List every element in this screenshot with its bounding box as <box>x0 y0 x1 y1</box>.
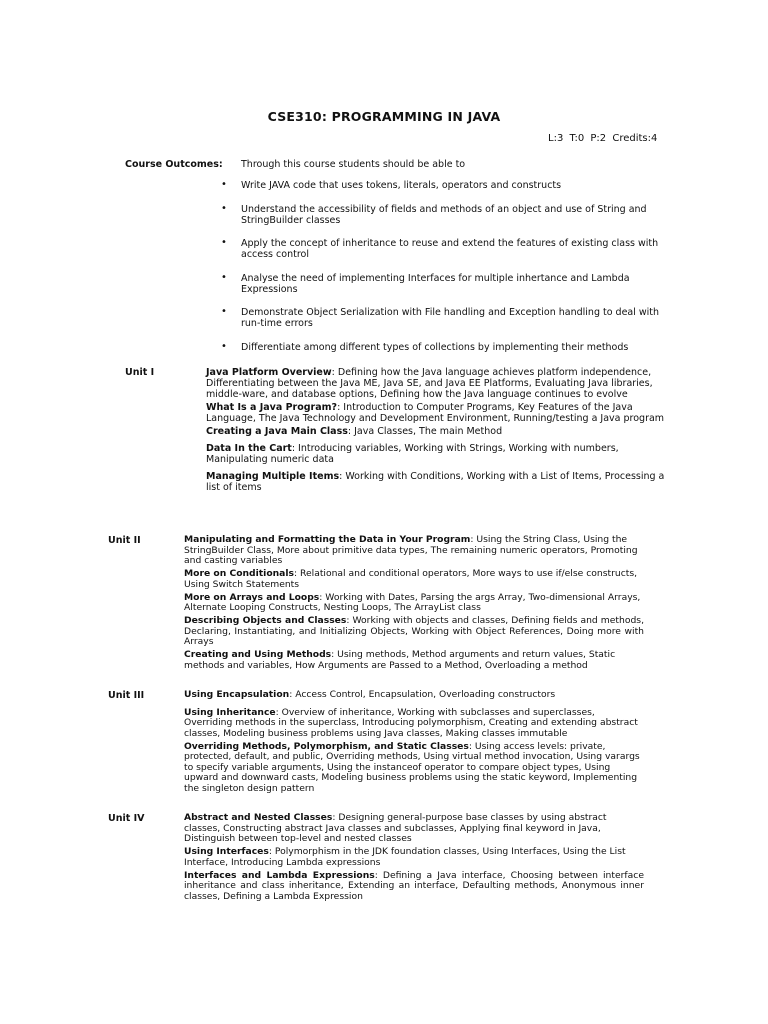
unit-topic <box>184 593 644 614</box>
unit-topic <box>184 690 644 701</box>
outcome-text: Understand the accessibility of fields and methods of an object and use of String and StringBuilder classes <box>241 203 647 226</box>
unit-topic <box>184 650 644 671</box>
outcome-item <box>221 180 671 191</box>
bullet-icon: • <box>221 306 227 317</box>
course-outcomes-intro: Through this course students should be able to <box>241 159 466 170</box>
topic-text: : Using methods, Method arguments and return values, Static methods and variables, How Arguments are Passed to a Method, Overloading a method <box>184 649 616 671</box>
outcome-text: Analyse the need of implementing Interfaces for multiple inhertance and Lambda Expressions <box>241 272 630 295</box>
topic-text: : Polymorphism in the JDK foundation classes, Using Interfaces, Using the List Interface, Introducing Lambda expressions <box>184 846 626 868</box>
topic-heading: Interfaces and Lambda Expressions <box>184 869 375 881</box>
bullet-icon: • <box>221 202 227 214</box>
unit-3-content <box>184 690 644 797</box>
unit-topic <box>184 871 644 903</box>
outcome-text: Apply the concept of inheritance to reuse and extend the features of existing class with access control <box>241 238 659 260</box>
topic-heading: Creating a Java Main Class <box>206 426 348 437</box>
topic-heading: What Is a Java Program? <box>206 402 338 413</box>
unit-topic <box>184 569 644 590</box>
topic-heading: More on Arrays and Loops <box>184 591 320 603</box>
unit-topic <box>184 616 644 648</box>
topic-text: : Access Control, Encapsulation, Overloading constructors <box>289 689 556 700</box>
topic-text: : Working with Conditions, Working with a List of Items, Processing a list of items <box>206 471 665 493</box>
unit-4-content <box>184 813 644 905</box>
page-title: CSE310: PROGRAMMING IN JAVA <box>267 109 501 124</box>
unit-2-label: Unit II <box>108 535 141 546</box>
unit-topic <box>206 402 681 424</box>
topic-heading: Abstract and Nested Classes <box>184 812 333 823</box>
unit-topic <box>184 813 644 845</box>
topic-heading: Creating and Using Methods <box>184 649 332 660</box>
unit-topic <box>184 535 644 567</box>
course-outcomes-list <box>221 180 671 365</box>
unit-topic <box>184 742 644 795</box>
course-outcomes-label: Course Outcomes: <box>125 159 223 170</box>
topic-text: : Using the String Class, Using the StringBuilder Class, More about primitive data types, The remaining numeric operators, Promoting and casting variables <box>184 534 638 566</box>
unit-topic <box>206 471 681 493</box>
topic-text: : Using access levels: private, protected, default, and public, Overriding methods, Using virtual method invocation, Using varargs to specify variable arguments, Using the instanceof operator to compare object types, Using upward and downward casts, Modeling business problems using the static keyword, Implementing the singleton design pattern <box>184 740 640 794</box>
outcome-item <box>221 238 671 260</box>
unit-topic <box>184 708 644 740</box>
topic-text: : Introducing variables, Working with Strings, Working with numbers, Manipulating numeric data <box>206 443 619 465</box>
topic-heading: Overriding Methods, Polymorphism, and Static Classes <box>184 740 469 752</box>
topic-heading: Using Inheritance <box>184 706 276 718</box>
unit-2-content <box>184 535 644 674</box>
topic-text: : Defining a Java interface, Choosing between interface inheritance and class inheritance, Extending an interface, Defaulting methods, Anonymous inner classes, Defining a Lambda Expression <box>184 869 644 902</box>
outcome-text: Demonstrate Object Serialization with File handling and Exception handling to deal with run-time errors <box>241 307 660 329</box>
unit-1-content <box>206 367 681 495</box>
topic-heading: Manipulating and Formatting the Data in Your Program <box>184 534 471 545</box>
topic-text: : Java Classes, The main Method <box>347 426 503 437</box>
bullet-icon: • <box>221 237 227 248</box>
bullet-icon: • <box>221 179 227 190</box>
topic-text: : Working with Dates, Parsing the args Array, Two-dimensional Arrays, Alternate Looping Constructs, Nesting Loops, The ArrayList class <box>184 591 641 613</box>
unit-topic <box>206 426 681 437</box>
topic-heading: More on Conditionals <box>184 568 294 579</box>
topic-heading: Describing Objects and Classes <box>184 615 347 626</box>
bullet-icon: • <box>221 271 227 283</box>
outcome-item <box>221 204 671 226</box>
topic-text: : Introduction to Computer Programs, Key Features of the Java Language, The Java Technology and Development Environment, Running/testing a Java program <box>206 402 665 424</box>
outcome-item <box>221 273 671 295</box>
topic-text: : Overview of inheritance, Working with subclasses and superclasses, Overriding methods in the superclass, Introducing polymorphism, Creating and extending abstract classes, Modeling business problems using Java classes, Making classes immutable <box>184 706 638 739</box>
unit-1-label: Unit I <box>125 367 155 378</box>
topic-heading: Data In the Cart <box>206 443 292 454</box>
unit-4-label: Unit IV <box>108 813 145 824</box>
topic-text: : Relational and conditional operators, More ways to use if/else constructs, Using Switch Statements <box>184 568 638 590</box>
topic-heading: Managing Multiple Items <box>206 471 340 482</box>
outcome-item <box>221 307 671 329</box>
topic-text: : Working with objects and classes, Defining fields and methods, Declaring, Instantiating, and Initializing Objects, Working with Object References, Doing more with Arrays <box>184 615 644 647</box>
outcome-item <box>221 342 671 353</box>
topic-text: : Designing general-purpose base classes by using abstract classes, Constructing abstract Java classes and subclasses, Applying final keyword in Java, Distinguish between top-level and nested classes <box>184 812 607 844</box>
topic-heading: Java Platform Overview <box>206 367 332 378</box>
unit-topic <box>206 443 681 465</box>
topic-heading: Using Encapsulation <box>184 689 290 700</box>
bullet-icon: • <box>221 340 227 352</box>
topic-heading: Using Interfaces <box>184 846 269 857</box>
outcome-text: Differentiate among different types of collections by implementing their methods <box>241 341 629 353</box>
unit-3-label: Unit III <box>108 690 145 701</box>
topic-text: : Defining how the Java language achieves platform independence, Differentiating between the Java ME, Java SE, and Java EE Platforms, Evaluating Java libraries, middle-ware, and database options, Defining how the Java language continues to evolve <box>206 367 653 400</box>
outcome-text: Write JAVA code that uses tokens, literals, operators and constructs <box>241 180 562 191</box>
ltp-credits: L:3 T:0 P:2 Credits:4 <box>548 133 658 144</box>
unit-topic <box>206 367 681 400</box>
unit-topic <box>184 847 644 868</box>
